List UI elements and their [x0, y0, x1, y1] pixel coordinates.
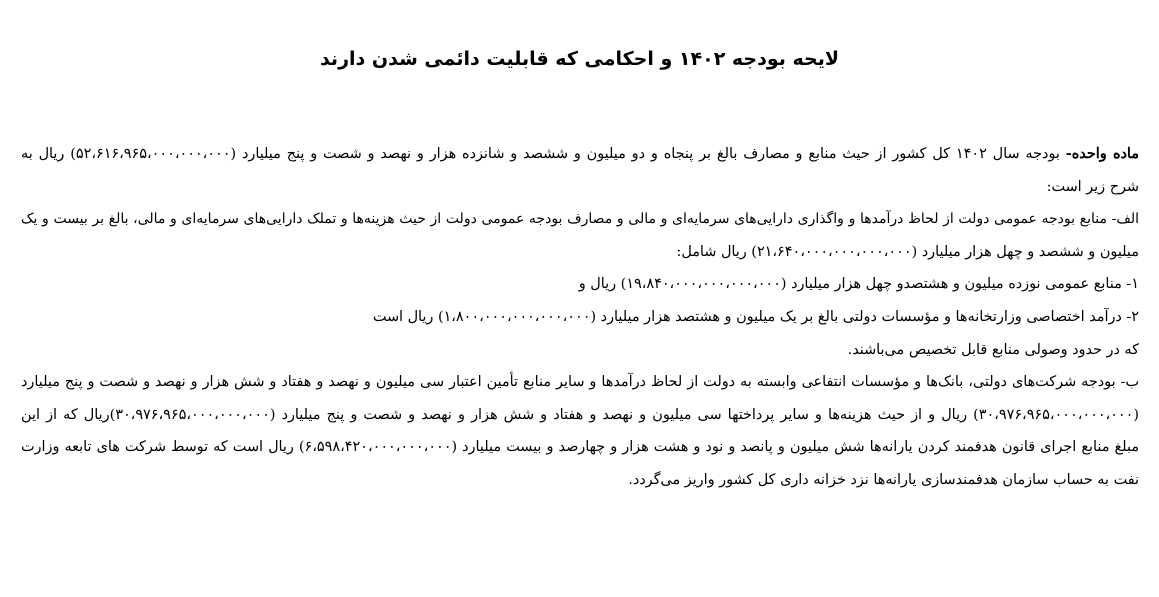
body-line-7: که در حدود وصولی منابع قابل تخصیص می‌باشند. — [847, 341, 1139, 358]
article-lead: ماده واحده- — [1065, 145, 1139, 162]
body-line-8: ب- بودجه شرکت‌های دولتی، بانک‌ها و مؤسسات انتفاعی وابسته به دولت از لحاظ درآمدها و سایر منابع تأمین اعتبار سی میلیون و نهصد و هفتاد و شش هزار و نهصد و شصت و پنج میلیارد — [21, 374, 1139, 391]
body-line-3: الف- منابع بودجه عمومی دولت از لحاظ درآمدها و واگذاری دارایی‌های سرمایه‌ای و مالی و مصارف بودجه عمومی دولت از حیث هزینه‌ها و تملک دارایی‌های سرمایه‌ای و مالی، بالغ بر بیست و یک — [21, 211, 1139, 228]
body-line-5: ۱- منابع عمومی نوزده میلیون و هشتصدو چهل هزار میلیارد (۱۹،۸۴۰،۰۰۰،۰۰۰،۰۰۰،۰۰۰) ریال و — [578, 276, 1139, 293]
document-title: لایحه بودجه ۱۴۰۲ و احکامی که قابلیت دائمی شدن دارند — [319, 48, 840, 70]
body-line-1 — [21, 138, 1139, 171]
document-body — [21, 138, 1139, 497]
body-line-6: ۲- درآمد اختصاصی وزارتخانه‌ها و مؤسسات دولتی بالغ بر یک میلیون و هشتصد هزار میلیارد (۱،۸۰۰،۰۰۰،۰۰۰،۰۰۰،۰۰۰) ریال است — [372, 308, 1139, 325]
body-line-4: میلیون و ششصد و چهل هزار میلیارد (۲۱،۶۴۰،۰۰۰،۰۰۰،۰۰۰،۰۰۰) ریال شامل: — [676, 243, 1139, 260]
body-line-2: شرح زیر است: — [1046, 178, 1139, 195]
body-line-9: (۳۰،۹۷۶،۹۶۵،۰۰۰،۰۰۰،۰۰۰) ریال و از حیث هزینه‌ها و سایر پرداختها سی میلیون و نهصد و هفتاد و شش هزار و نهصد و شصت و پنج میلیارد (۳۰،۹۷۶،۹۶۵،۰۰۰،۰۰۰،۰۰۰)ریال که از این — [21, 406, 1139, 423]
body-line-11: نفت به حساب سازمان هدفمندسازی یارانه‌ها نزد خزانه داری کل کشور واریز می‌گردد. — [628, 471, 1139, 488]
body-line-10: مبلغ منابع اجرای قانون هدفمند کردن یارانه‌ها شش میلیون و پانصد و نود و هشت هزار و چهارصد و بیست میلیارد (۶،۵۹۸،۴۲۰،۰۰۰،۰۰۰،۰۰۰) ریال است که توسط شرکت های تابعه وزارت — [21, 439, 1139, 456]
body-line-1-text: بودجه سال ۱۴۰۲ کل کشور از حیث منابع و مصارف بالغ بر پنجاه و دو میلیون و ششصد و شانزده هزار و نهصد و شصت و پنج میلیارد (۵۲،۶۱۶،۹۶۵،۰۰۰،۰۰۰،۰۰۰) ریال به — [21, 146, 1060, 162]
